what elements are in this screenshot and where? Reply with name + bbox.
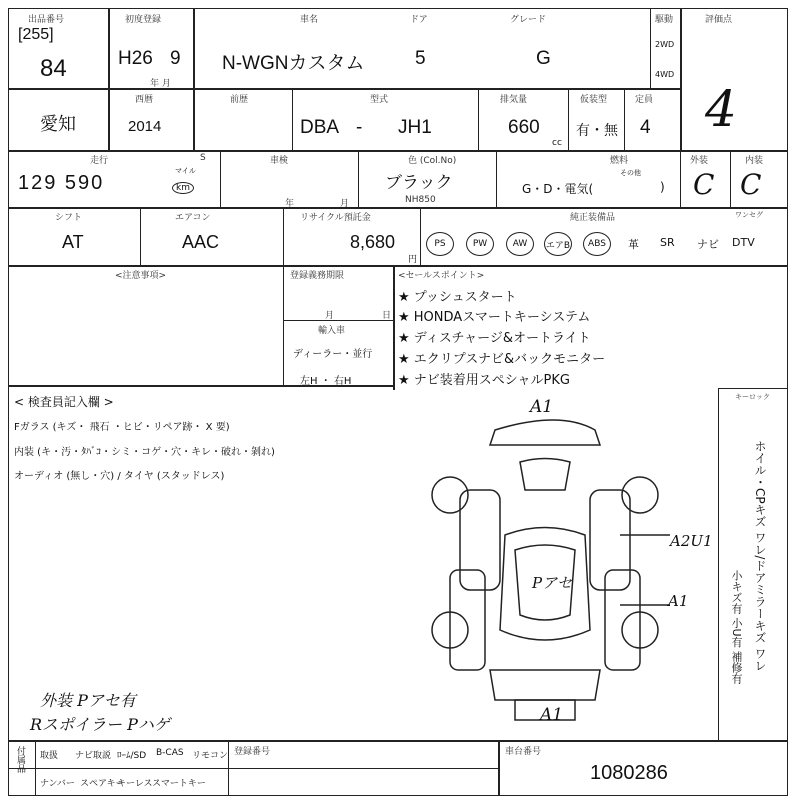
footer-item: リモコン	[192, 751, 229, 761]
footer-item: スペアキー	[80, 779, 125, 789]
shift-type-value: 有・無	[576, 122, 618, 138]
steering: 左H ・ 右H	[300, 376, 352, 387]
drive-label: 駆動	[655, 15, 674, 25]
chassis-number: 1080286	[590, 762, 668, 784]
sales-point: ★ エクリプスナビ&バックモニター	[398, 352, 606, 367]
row-line	[8, 265, 788, 267]
sales-point: ★ HONDAスマートキーシステム	[398, 310, 591, 325]
first-reg-label: 初度登録	[125, 15, 162, 25]
mark-a1-right: A1	[668, 592, 689, 610]
side-note-2: 小キズ有 小U有 補修有	[730, 570, 743, 685]
row-line	[8, 207, 788, 209]
shift-type-label: 仮装型	[580, 95, 608, 105]
displacement: 660	[508, 117, 540, 138]
equip-dtv: DTV	[732, 236, 755, 249]
shift-label: シフト	[55, 213, 83, 223]
shift: AT	[62, 232, 84, 252]
mileage-unit-top: マイル	[175, 167, 196, 175]
grade-label: グレード	[510, 15, 547, 25]
footer-item: キーレス	[117, 779, 153, 789]
year-label: 西暦	[135, 95, 154, 105]
equip-label: 純正装備品	[570, 213, 616, 223]
prior-label: 前歴	[230, 95, 249, 105]
mark-a1-front: A1	[530, 397, 554, 417]
capacity-label: 定員	[635, 95, 654, 105]
drive-4wd: 4WD	[655, 70, 675, 79]
recycle-fee: 8,680	[350, 232, 396, 252]
row-line	[8, 150, 788, 152]
score-label: 評価点	[705, 15, 733, 25]
equip-abs: ABS	[583, 232, 611, 256]
recycle-unit: 円	[408, 255, 418, 265]
capacity: 4	[640, 117, 651, 138]
first-reg-month: 9	[170, 48, 181, 69]
first-reg-sub: 年 月	[150, 79, 171, 89]
fuel-value: G・D・電気(	[522, 182, 594, 196]
mileage-extra: S	[200, 153, 206, 163]
inspection-year: 年	[285, 199, 295, 209]
ext-label: 外装	[690, 156, 709, 166]
reg-day: 日	[382, 311, 392, 321]
sales-point: ★ ナビ装着用スペシャルPKG	[398, 373, 570, 388]
lot-number: 84	[40, 55, 67, 82]
color-code: NH850	[405, 195, 436, 205]
footer-item: 取扱	[40, 751, 59, 761]
row-line	[8, 740, 788, 742]
side-note: ホイル・CPキズ ワレ/ドアミラーキズ ワレ	[753, 440, 767, 672]
model-label: 型式	[370, 95, 389, 105]
reg-number-label: 登録番号	[234, 747, 271, 757]
equip-aw: AW	[506, 232, 534, 256]
car-diagram	[420, 400, 720, 735]
model-code: JH1	[398, 117, 432, 138]
inspection-title: < 検査員記入欄 >	[14, 395, 114, 409]
mileage-label: 走行	[90, 156, 109, 166]
year: 2014	[128, 118, 162, 135]
car-name: N-WGNカスタム	[222, 53, 365, 74]
recycle-label: リサイクル預託金	[300, 213, 371, 223]
venue-number: [255]	[18, 26, 54, 43]
mark-a1-rear: A1	[540, 705, 564, 725]
tv-label: ワンセグ	[735, 211, 763, 219]
footer-item: スマートキー	[152, 779, 206, 789]
inspection-label: 車検	[270, 156, 289, 166]
import-label: 輸入車	[318, 326, 346, 336]
glass-line: Fガラス (キズ・ 飛石 ・ヒビ・リペア跡・ X 要)	[14, 422, 230, 433]
audio-line: オーディオ (無し・穴) / タイヤ (スタッドレス)	[14, 471, 225, 482]
caution-label: <注意事項>	[115, 271, 167, 281]
first-reg-era: H26	[118, 48, 153, 69]
mileage: 129 590	[18, 172, 105, 194]
interior-line: 内装 (キ・汚・ﾀﾊﾞｺ・シミ・コゲ・穴・キレ・破れ・剝れ)	[14, 447, 275, 458]
ac-label: エアコン	[175, 213, 211, 223]
chassis-label: 車台番号	[505, 747, 542, 757]
sales-point: ★ ディスチャージ&オートライト	[398, 331, 591, 346]
equip-airbag: エアB	[544, 232, 572, 256]
int-label: 内装	[745, 156, 764, 166]
footer-side-label: 付属品	[15, 746, 25, 773]
color-label: 色 (Col.No)	[408, 156, 457, 166]
model-prefix: DBA	[300, 117, 340, 138]
venue-label: 出品番号	[28, 15, 65, 25]
row-line	[8, 768, 498, 769]
car-name-label: 車名	[300, 15, 319, 25]
handwritten-note: Rスポイラー Pハゲ	[30, 715, 170, 734]
import-value: ディーラー・並行	[293, 349, 373, 360]
color: ブラック	[385, 173, 453, 192]
equip-leather: 革	[628, 238, 639, 251]
displacement-label: 排気量	[500, 95, 528, 105]
sales-label: <セールスポイント>	[398, 271, 485, 281]
footer-item: ナンバー	[40, 779, 75, 789]
drive-2wd: 2WD	[655, 40, 675, 49]
ext-grade: C	[693, 168, 715, 201]
grade: G	[536, 48, 551, 69]
fuel-other: その他	[620, 169, 641, 177]
fuel-close: )	[660, 180, 665, 194]
model-dash: -	[356, 117, 363, 138]
registration-label: 登録義務期限	[290, 271, 345, 281]
inspection-month: 月	[340, 199, 350, 209]
equip-sr: SR	[660, 236, 675, 249]
int-grade: C	[740, 168, 762, 201]
key-label: キーロック	[735, 393, 770, 401]
footer-item: ﾛｰﾑ/SD	[117, 751, 147, 761]
equip-pw: PW	[466, 232, 494, 256]
footer-item: ナビ取説	[75, 751, 112, 761]
sales-point: ★ プッシュスタート	[398, 290, 517, 305]
mileage-unit-km: km	[172, 182, 194, 194]
reg-month: 月	[325, 311, 335, 321]
door-label: ドア	[410, 15, 428, 25]
prefecture: 愛知	[40, 114, 76, 134]
doors: 5	[415, 48, 426, 69]
displacement-unit: cc	[552, 138, 562, 148]
equip-ps: PS	[426, 232, 454, 256]
score-handwritten: 4	[705, 80, 737, 138]
footer-item: B-CAS	[156, 748, 184, 758]
mark-p-ase: Pアセ	[532, 574, 572, 592]
ac: AAC	[182, 232, 220, 252]
fuel-label: 燃料	[610, 156, 629, 166]
mark-a2u1: A2U1	[670, 532, 713, 550]
equip-navi: ナビ	[697, 238, 719, 251]
handwritten-note: 外装 Pアセ有	[40, 691, 136, 710]
